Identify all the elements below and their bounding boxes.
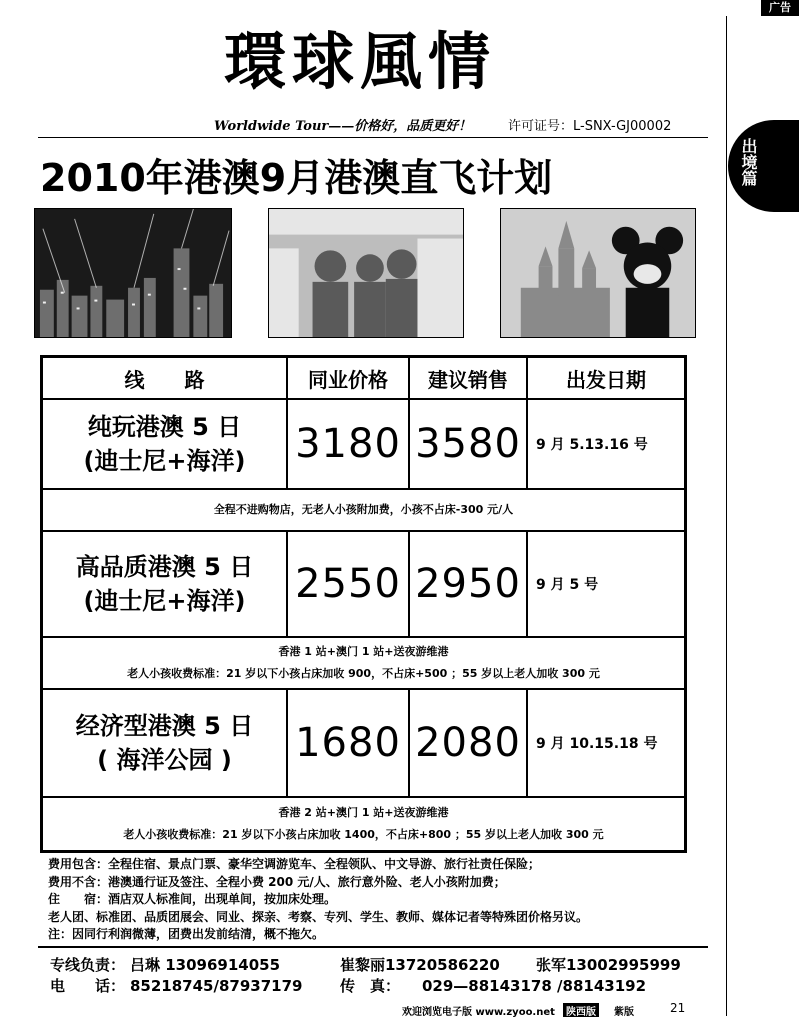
header-trade-price: 同业价格 [288, 358, 410, 400]
contact-person: 崔黎丽13720586220 [340, 956, 500, 974]
photo-hong-kong-skyline [34, 208, 232, 338]
header-suggested-price: 建议销售 [410, 358, 528, 400]
note-line: 香港 1 站+澳门 1 站+送夜游维港 [278, 645, 449, 658]
departure-date: 9 月 10.15.18 号 [528, 690, 684, 798]
route-note [43, 638, 684, 690]
contact-row [50, 955, 730, 976]
shopping-image [269, 209, 463, 337]
trade-price: 3180 [288, 400, 410, 490]
skyline-image [35, 209, 231, 337]
slogan: Worldwide Tour——价格好，品质更好！ [214, 119, 472, 134]
divider [38, 946, 708, 948]
phone-number: 85218745/87937179 [130, 977, 303, 995]
suggested-price: 3580 [410, 400, 528, 490]
contact-info [50, 955, 730, 997]
contact-person: 张军13002995999 [536, 956, 681, 974]
page-footer [0, 1001, 799, 1017]
masthead-title: 環球風情 [223, 25, 496, 98]
header-departure: 出发日期 [528, 358, 684, 400]
note-line: 老人小孩收费标准：21 岁以下小孩占床加收 1400，不占床+800 ；55 岁以上老人加收 300 元 [123, 828, 604, 841]
contact-person: 吕琳 13096914055 [130, 956, 281, 974]
fee-included: 费用包含：全程住宿、景点门票、豪华空调游览车、全程领队、中文导游、旅行社责任保险； [48, 857, 541, 871]
departure-date: 9 月 5.13.16 号 [528, 400, 684, 490]
route-cell [43, 400, 288, 490]
note-line: 香港 2 站+澳门 1 站+送夜游维港 [278, 806, 449, 819]
divider [38, 137, 708, 138]
payment-note: 注：因同行利润微薄，团费出发前结清，概不拖欠。 [48, 927, 325, 941]
note-line: 全程不进购物店，无老人小孩附加费，小孩不占床-300 元/人 [213, 503, 514, 516]
header-route: 线 路 [43, 358, 288, 400]
route-note [43, 798, 684, 850]
disneyland-image [501, 209, 695, 337]
route-note [43, 490, 684, 532]
section-tab-label: 出境篇 [739, 138, 758, 186]
price-table [40, 355, 687, 853]
fee-excluded: 费用不含：港澳通行证及签注、全程小费 200 元/人、旅行意外险、老人小孩附加费； [48, 874, 506, 889]
fax-number: 029—88143178 /88143192 [422, 977, 647, 995]
suggested-price: 2950 [410, 532, 528, 638]
page-number: 21 [670, 1001, 686, 1015]
route-name: 纯玩港澳 5 日 [87, 413, 242, 441]
suggested-price: 2080 [410, 690, 528, 798]
route-cell [43, 532, 288, 638]
route-name: 经济型港澳 5 日 [75, 712, 254, 740]
trade-price: 1680 [288, 690, 410, 798]
photo-shopping [268, 208, 464, 338]
photo-disneyland [500, 208, 696, 338]
route-subtitle: ( 海洋公园 ) [97, 746, 232, 774]
ad-label: 广告 [761, 0, 799, 16]
edition-name: 紫版 [614, 1007, 634, 1017]
footer-text: 欢迎浏览电子版 www.zyoo.net [402, 1007, 555, 1017]
departure-date: 9 月 5 号 [528, 532, 684, 638]
route-subtitle: (迪士尼+海洋) [83, 447, 246, 475]
accommodation: 住 宿：酒店双人标准间，出现单间，按加床处理。 [48, 892, 337, 906]
owner-label: 专线负责： [50, 956, 126, 974]
route-subtitle: (迪士尼+海洋) [83, 587, 246, 615]
contact-row [50, 976, 730, 997]
tagline [214, 115, 704, 137]
group-pricing: 老人团、标准团、品质团展会、同业、探亲、考察、专列、学生、教师、媒体记者等特殊团价格另议。 [48, 909, 589, 924]
trade-price: 2550 [288, 532, 410, 638]
page-headline: 2010年港澳9月港澳直飞计划 [40, 156, 553, 200]
note-line: 老人小孩收费标准：21 岁以下小孩占床加收 900，不占床+500 ；55 岁以上老人加收 300 元 [127, 667, 600, 680]
phone-label: 电 话： [50, 977, 126, 995]
route-name: 高品质港澳 5 日 [75, 553, 254, 581]
section-tab[interactable] [728, 120, 799, 212]
fee-notes [48, 856, 728, 944]
fax-label: 传 真： [340, 977, 401, 995]
edition-tag: 陕西版 [563, 1003, 599, 1017]
route-cell [43, 690, 288, 798]
license-number: 许可证号：L-SNX-GJ00002 [508, 119, 672, 134]
